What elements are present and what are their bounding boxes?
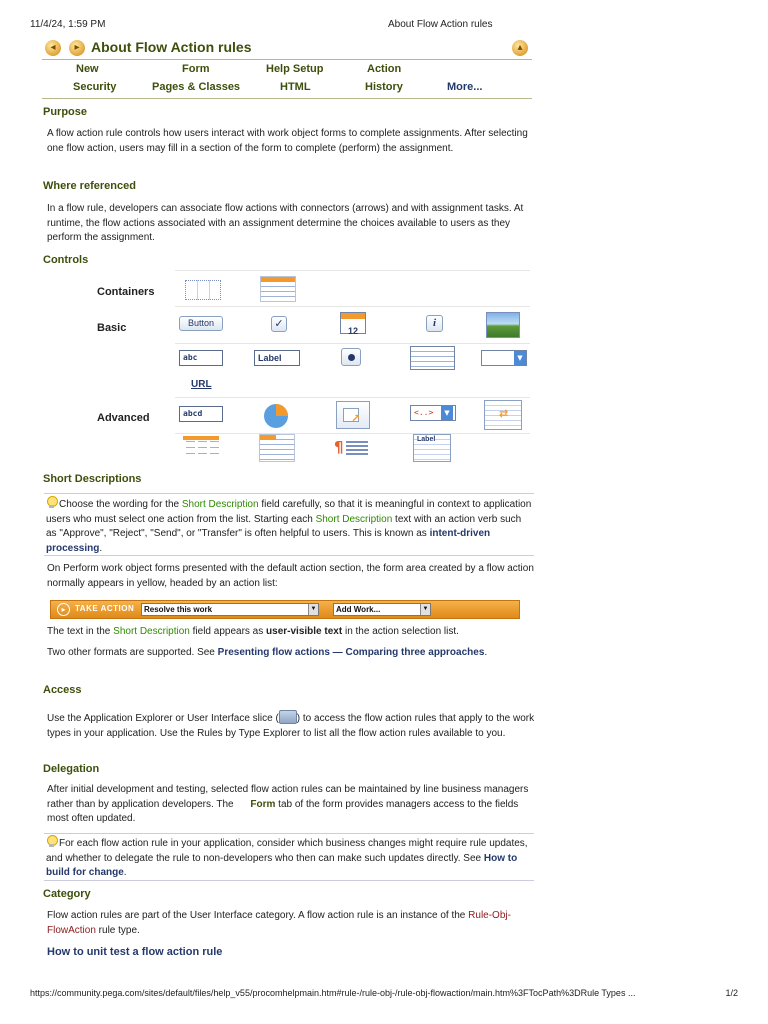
back-arrow-icon[interactable]: ◂: [45, 40, 61, 56]
chart-icon[interactable]: [261, 401, 294, 429]
intent-driven-processing-link[interactable]: intent-driven processing: [46, 528, 491, 554]
print-page-number: 1/2: [725, 988, 738, 998]
tip-text-end: .: [99, 542, 103, 554]
print-page-title: About Flow Action rules: [388, 19, 493, 30]
forward-arrow-icon[interactable]: ▸: [69, 40, 85, 56]
short-description-field-name: Short Description: [113, 626, 190, 637]
controls-row-basic: Basic: [97, 322, 127, 334]
calendar-day: 12: [347, 326, 358, 336]
grid-line: [175, 306, 530, 307]
text-part: rule type.: [95, 924, 140, 936]
modal-arrow: ↗: [351, 412, 361, 425]
short-description-field-name: Short Description: [315, 513, 393, 525]
paragraph-icon[interactable]: [334, 438, 370, 458]
action-select[interactable]: [141, 603, 319, 616]
where-referenced-text: In a flow rule, developers can associate flow actions with connectors (arrows) and with assignment tasks. At runtime, the flow actions associated with an assignment determine the choices available to users as they perform the assignment.: [47, 203, 524, 243]
text-input-icon[interactable]: abc: [179, 350, 223, 366]
list-to-list-icon[interactable]: [484, 400, 522, 430]
text-part: Two other formats are supported. See: [47, 647, 218, 658]
button-control-icon[interactable]: Button: [179, 316, 223, 331]
how-to-build-for-change-link[interactable]: How to build for change: [46, 852, 518, 878]
tip-text: [46, 496, 534, 556]
explorer-slice-icon: [279, 710, 297, 724]
text-part: ) to access the flow action rules that apply to the work types in your application. Use the Rules by Type Explorer to list all the flow action rules available to you.: [47, 713, 535, 739]
user-visible-text-para: [47, 625, 537, 640]
purpose-heading: Purpose: [43, 106, 88, 118]
checkbox-icon[interactable]: ✓: [271, 316, 287, 332]
take-action-arrow-icon: ▸: [57, 603, 70, 616]
nav-action[interactable]: Action: [367, 63, 402, 75]
nav-form[interactable]: Form: [182, 63, 210, 75]
calendar-icon[interactable]: [340, 312, 366, 334]
access-text: [47, 710, 537, 741]
grid-line: [175, 397, 530, 398]
unit-test-link[interactable]: How to unit test a flow action rule: [47, 946, 223, 958]
print-footer: [30, 988, 738, 1002]
repeat-grid-icon[interactable]: [183, 436, 219, 456]
tip-text-part: text with an action verb such as "Approve", "Reject", "Send", or "Transfer" is often helpful to users. This is known as: [46, 513, 522, 539]
grid-header: [183, 436, 219, 440]
smart-dropdown-arrow-icon: ▼: [441, 406, 453, 420]
page-title: About Flow Action rules: [91, 39, 252, 55]
nav-help-setup[interactable]: Help Setup: [266, 63, 324, 75]
text-part: Flow action rules are part of the User Interface category. A flow action rule is an instance of the: [47, 910, 469, 921]
controls-heading: Controls: [43, 254, 89, 266]
lightbulb-icon: [46, 835, 57, 848]
dropdown-icon[interactable]: [481, 350, 527, 366]
print-url: https://community.pega.com/sites/default/files/help_v55/procomhelpmain.htm#rule-/rule-obj-/rule-obj-flowaction/main.htm%3FTocPath%3DRule Types ...: [30, 988, 636, 998]
autocomplete-icon[interactable]: abcd: [179, 406, 223, 422]
short-descriptions-heading: Short Descriptions: [43, 473, 142, 485]
calendar-rings: [341, 313, 365, 319]
comparing-three-approaches-link[interactable]: Comparing three approaches: [345, 647, 485, 658]
where-referenced-heading: Where referenced: [43, 180, 136, 192]
swap-arrows: ⇄: [499, 407, 509, 420]
print-header: [30, 19, 738, 33]
delegation-tip-text: [46, 835, 534, 881]
grid-line: [175, 433, 530, 434]
section-header-bar: [261, 277, 295, 282]
add-work-value: Add Work...: [336, 605, 381, 614]
tab-bar: [260, 435, 276, 440]
modal-dialog-icon[interactable]: [336, 401, 370, 429]
user-visible-text-term: user-visible text: [266, 626, 343, 637]
tip-text-part: field carefully, so that it is meaningful in context to application users who must select one action from the list. Starting each: [46, 499, 532, 525]
text-end: .: [484, 647, 488, 658]
controls-row-advanced: Advanced: [97, 412, 150, 424]
presenting-flow-actions-link[interactable]: Presenting flow actions: [217, 647, 330, 658]
text-part: in the action selection list.: [342, 626, 459, 637]
paragraph-lines: [346, 441, 368, 455]
take-action-bar: [50, 600, 520, 619]
up-arrow-icon[interactable]: ▴: [512, 40, 528, 56]
section-icon[interactable]: [260, 276, 296, 302]
select-arrow-icon: ▼: [308, 604, 318, 615]
image-icon[interactable]: [486, 312, 520, 338]
category-heading: Category: [43, 888, 91, 900]
delegation-tip: [44, 833, 534, 881]
formats-para: [47, 646, 537, 661]
url-control-icon[interactable]: URL: [191, 379, 212, 390]
nav-security[interactable]: Security: [73, 81, 117, 93]
label-icon[interactable]: Label: [254, 350, 300, 366]
tip-text-part: For each flow action rule in your application, consider which business changes might require rule updates, and whether to delegate the rule to non-developers who then can make such updates directly. See: [46, 838, 528, 864]
delegation-text: [47, 783, 537, 827]
nav-new[interactable]: New: [76, 63, 99, 75]
add-work-select[interactable]: [333, 603, 431, 616]
tip-text-end: .: [123, 867, 127, 878]
grid-line: [175, 343, 530, 344]
form-tab-link[interactable]: Form: [250, 798, 276, 810]
info-icon[interactable]: i: [426, 315, 443, 332]
nav-divider: [42, 98, 532, 99]
delegation-heading: Delegation: [43, 763, 100, 775]
action-select-value: Resolve this work: [144, 605, 213, 614]
pilcrow: ¶: [334, 438, 344, 456]
text-area-icon[interactable]: [410, 346, 455, 370]
title-bar: [42, 38, 532, 60]
perform-form-text: On Perform work object forms presented with the default action section, the form area created by a flow action normally appears in yellow, headed by an action list:: [47, 563, 534, 589]
tab-navigation: [42, 60, 532, 98]
tabbed-section-icon[interactable]: [259, 434, 295, 462]
link-separator: —: [329, 647, 346, 658]
layout-icon[interactable]: [185, 280, 221, 300]
nav-history[interactable]: History: [365, 81, 403, 93]
short-description-field-name: Short Description: [181, 499, 259, 510]
access-heading: Access: [43, 684, 82, 696]
rule-obj-flowaction-link[interactable]: Rule-Obj-FlowAction: [47, 910, 511, 936]
purpose-text: A flow action rule controls how users interact with work object forms to complete assignments. After selecting one flow action, users may fill in a section of the form to complete (perform) the assignment.: [47, 128, 528, 154]
text-part: The text in the: [47, 626, 114, 637]
print-date: 11/4/24, 1:59 PM: [30, 19, 106, 30]
text-part: field appears as: [189, 626, 267, 637]
controls-palette: [95, 270, 530, 466]
text-part: After initial development and testing, selected flow action rules can be maintained by line business managers rather than by application developers. The: [47, 784, 529, 810]
radio-dot: [348, 354, 355, 361]
text-part: Use the Application Explorer or User Interface slice (: [47, 713, 279, 724]
radio-button-icon[interactable]: [341, 348, 361, 366]
controls-row-containers: Containers: [97, 286, 155, 298]
category-text: [47, 909, 537, 938]
field-value-icon[interactable]: [413, 434, 451, 462]
text-part: tab of the form provides managers access to the fields most often updated.: [47, 798, 519, 824]
lightbulb-icon: [46, 496, 57, 509]
nav-html[interactable]: HTML: [280, 81, 311, 93]
field-value-label: Label: [417, 436, 436, 443]
nav-pages-classes[interactable]: Pages & Classes: [152, 81, 241, 93]
take-action-label: TAKE ACTION: [75, 604, 135, 613]
select-arrow-icon: ▼: [420, 604, 430, 615]
dropdown-arrow-icon: ▼: [514, 351, 526, 365]
nav-more[interactable]: More...: [447, 81, 483, 93]
grid-line: [175, 270, 530, 271]
tip-text-part: Choose the wording for the: [59, 499, 182, 510]
short-descriptions-tip: [44, 493, 534, 556]
smart-dropdown-icon[interactable]: <..>: [410, 405, 456, 421]
